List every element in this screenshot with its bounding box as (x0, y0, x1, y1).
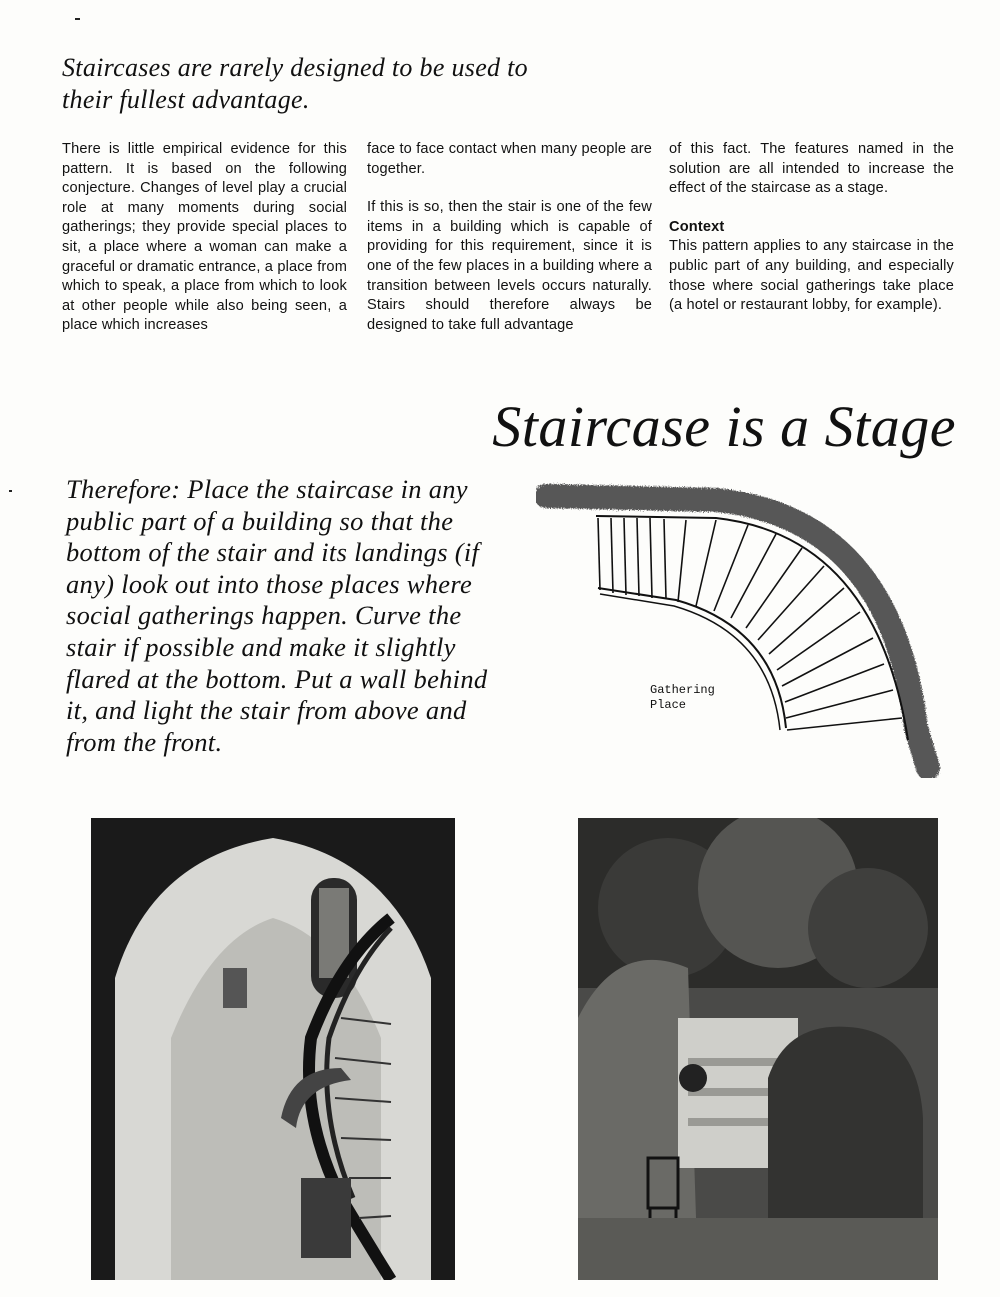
stair-inner-edge-2 (600, 594, 780, 730)
pattern-title: Staircase is a Stage (492, 394, 956, 459)
staircase-photo-left (91, 818, 455, 1280)
stair-inner-edge (598, 588, 786, 728)
context-paragraph: This pattern applies to any staircase in the public part of any building, and especially those where social gatherings take place (a hotel or restaurant lobby, for example). (669, 238, 954, 314)
context-heading: Context (669, 218, 725, 235)
print-speck (9, 490, 12, 492)
column-2-paragraph-1: face to face contact when many people are together. (367, 141, 652, 177)
stair-treads (598, 518, 902, 730)
column-1-paragraph: There is little empirical evidence for this pattern. It is based on the following conjecture. Changes of level play a crucial role at many moments during social gatherings; they provide special places to sit, a place where a woman can make a graceful or dramatic entrance, a place from which to speak, a place from which to look at other people while also being seen, a place which increases (62, 141, 347, 334)
body-column-1 (62, 140, 347, 355)
courtyard-photo-right (578, 818, 938, 1280)
body-column-2 (367, 140, 652, 354)
wall-hatching (546, 496, 928, 768)
staircase-diagram (536, 478, 956, 778)
lede-text: Staircases are rarely designed to be used to their fullest advantage. (62, 53, 528, 114)
wall-edge (596, 516, 908, 740)
gathering-label-line-2: Place (650, 698, 687, 712)
staircase-plan-drawing (536, 478, 956, 778)
body-column-3 (669, 140, 954, 335)
column-3-paragraph-1: of this fact. The features named in the solution are all intended to increase the effect of the staircase as a stage. (669, 141, 954, 197)
print-speck (75, 18, 80, 20)
solution-statement: Therefore: Place the staircase in any public part of a building so that the bottom of the stair and its landings (if any) look out into those places where social gatherings happen. Curve the stair if possible and make it slightly flared at the bottom. Put a wall behind it, and light the stair from above and from the front. (66, 474, 488, 757)
column-2-paragraph-2: If this is so, then the stair is one of the few items in a building which is capable of providing for this requirement, since it is one of the few places in a building where a transition between levels occurs naturally. Stairs should therefore always be designed to take full advantage (367, 199, 652, 333)
gathering-label-line-1: Gathering (650, 683, 715, 697)
